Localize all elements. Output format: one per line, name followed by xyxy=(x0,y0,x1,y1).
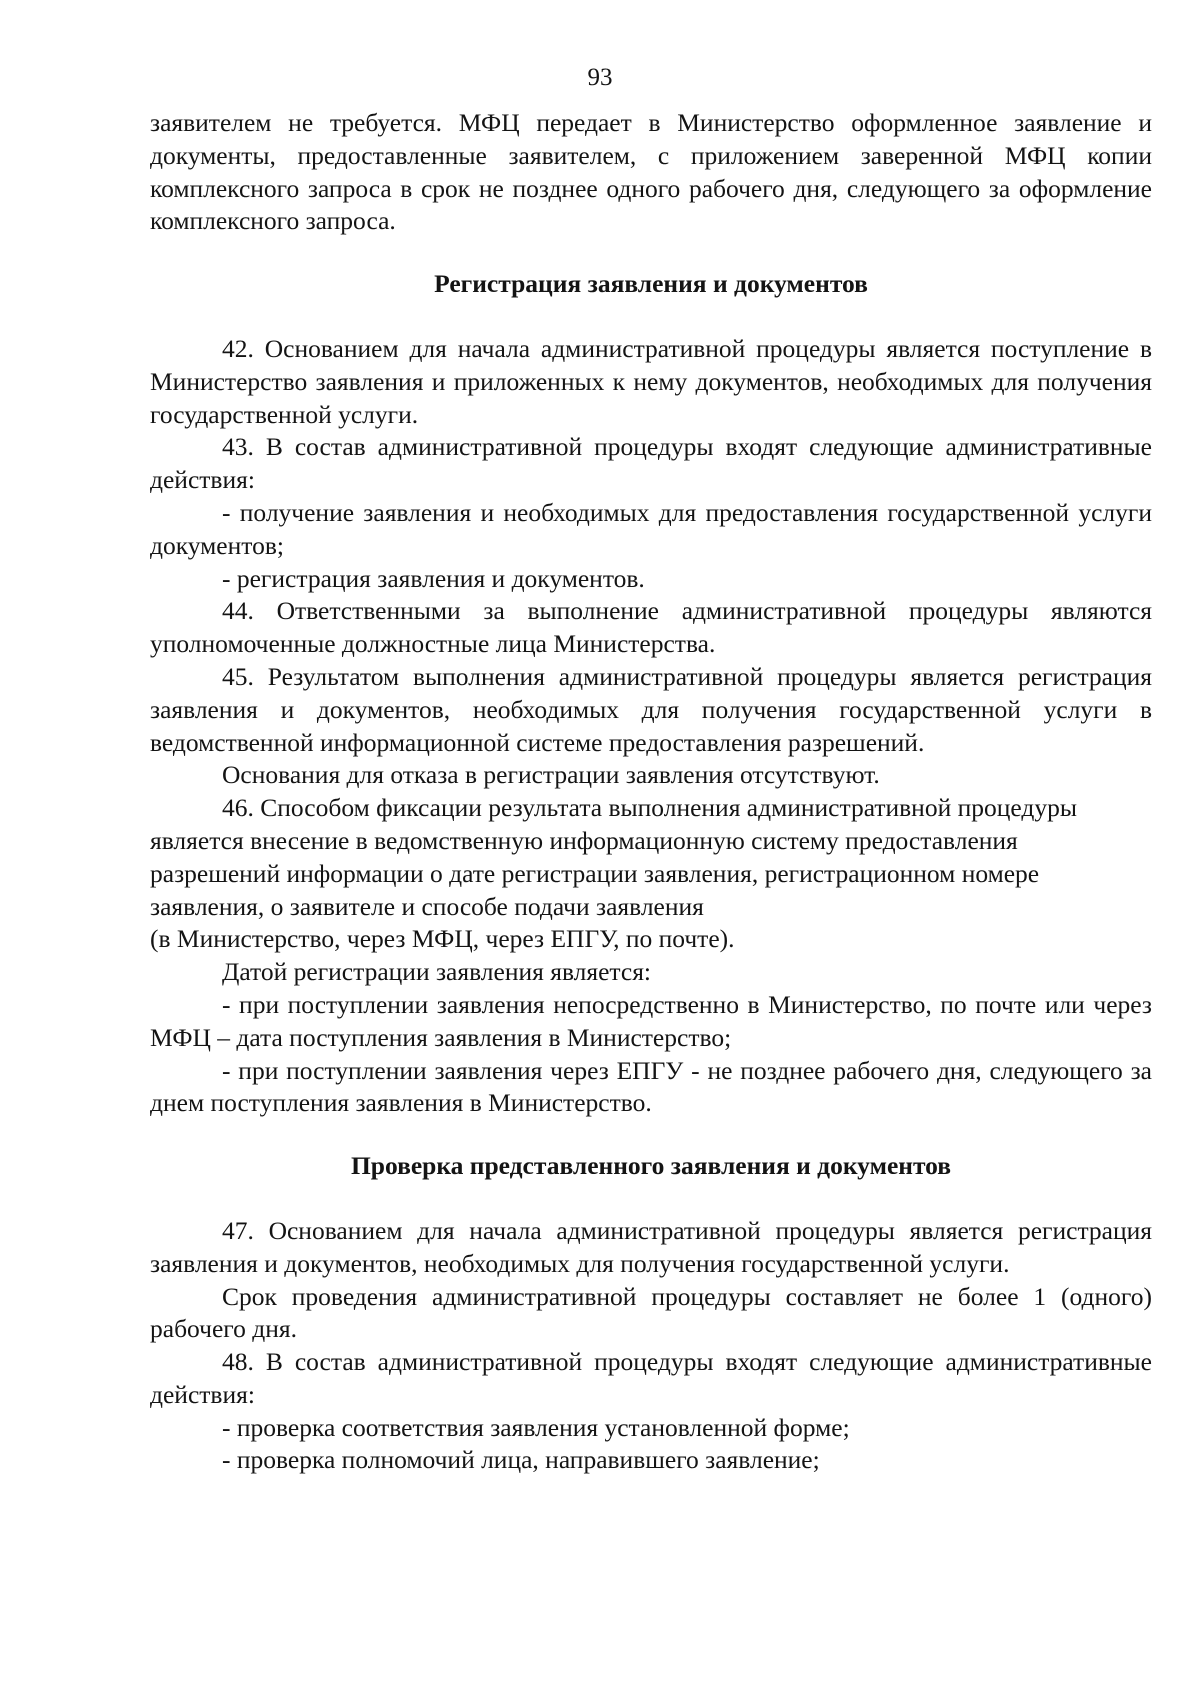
paragraph-42: 42. Основанием для начала административной процедуры является поступление в Министерство заявления и приложенных к нему документов, необходимых для получения государственной услуги. xyxy=(150,333,1152,429)
paragraph-intro: заявителем не требуется. МФЦ передает в Министерство оформленное заявление и документы, предоставленные заявителем, с приложением заверенной МФЦ копии комплексного запроса в срок не позднее одного рабочего дня, следующего за оформление комплексного запроса. xyxy=(150,108,1152,236)
section-heading-registration: Регистрация заявления и документов xyxy=(434,269,868,299)
paragraph-43-item-1: - получение заявления и необходимых для предоставления государственной услуги документов; xyxy=(150,497,1152,560)
paragraph-43: 43. В состав административной процедуры входят следующие административные действия: xyxy=(150,432,1152,495)
paragraph-43-item-2: - регистрация заявления и документов. xyxy=(222,563,645,593)
paragraph-46-item-2: - при поступлении заявления через ЕПГУ - не позднее рабочего дня, следующего за днем поступления заявления в Министерство. xyxy=(150,1055,1152,1118)
paragraph-45-note: Основания для отказа в регистрации заявления отсутствуют. xyxy=(222,760,880,790)
paragraph-45: 45. Результатом выполнения административной процедуры является регистрация заявления и документов, необходимых для получения государственной услуги в ведомственной информационной системе предоставления разрешений. xyxy=(150,661,1152,757)
paragraph-48-item-2: - проверка полномочий лица, направившего заявление; xyxy=(222,1445,820,1475)
paragraph-46: 46. Способом фиксации результата выполнения административной процедуры является внесение в ведомственную информационную систему предоставления разрешений информации о дате регистрации заявления, регистрационном номере заявления, о заявителе и способе подачи заявления xyxy=(150,793,1077,921)
paragraph-44: 44. Ответственными за выполнение административной процедуры являются уполномоченные должностные лица Министерства. xyxy=(150,596,1152,659)
paragraph-47: 47. Основанием для начала административной процедуры является регистрация заявления и документов, необходимых для получения государственной услуги. xyxy=(150,1215,1152,1278)
document-body xyxy=(150,107,1152,1477)
page-number: 93 xyxy=(587,64,613,91)
paragraph-48: 48. В состав административной процедуры входят следующие административные действия: xyxy=(150,1347,1152,1409)
paragraph-46-item-1: - при поступлении заявления непосредственно в Министерство, по почте или через МФЦ – дата поступления заявления в Министерство; xyxy=(150,989,1152,1052)
paragraph-47-term: Срок проведения административной процедуры составляет не более 1 (одного) рабочего дня. xyxy=(150,1281,1152,1344)
paragraph-46-methods: (в Министерство, через МФЦ, через ЕПГУ, по почте). xyxy=(150,924,735,954)
paragraph-48-item-1: - проверка соответствия заявления установленной форме; xyxy=(222,1412,850,1442)
paragraph-46-date: Датой регистрации заявления является: xyxy=(222,957,652,987)
section-heading-verification: Проверка представленного заявления и документов xyxy=(350,1151,952,1181)
